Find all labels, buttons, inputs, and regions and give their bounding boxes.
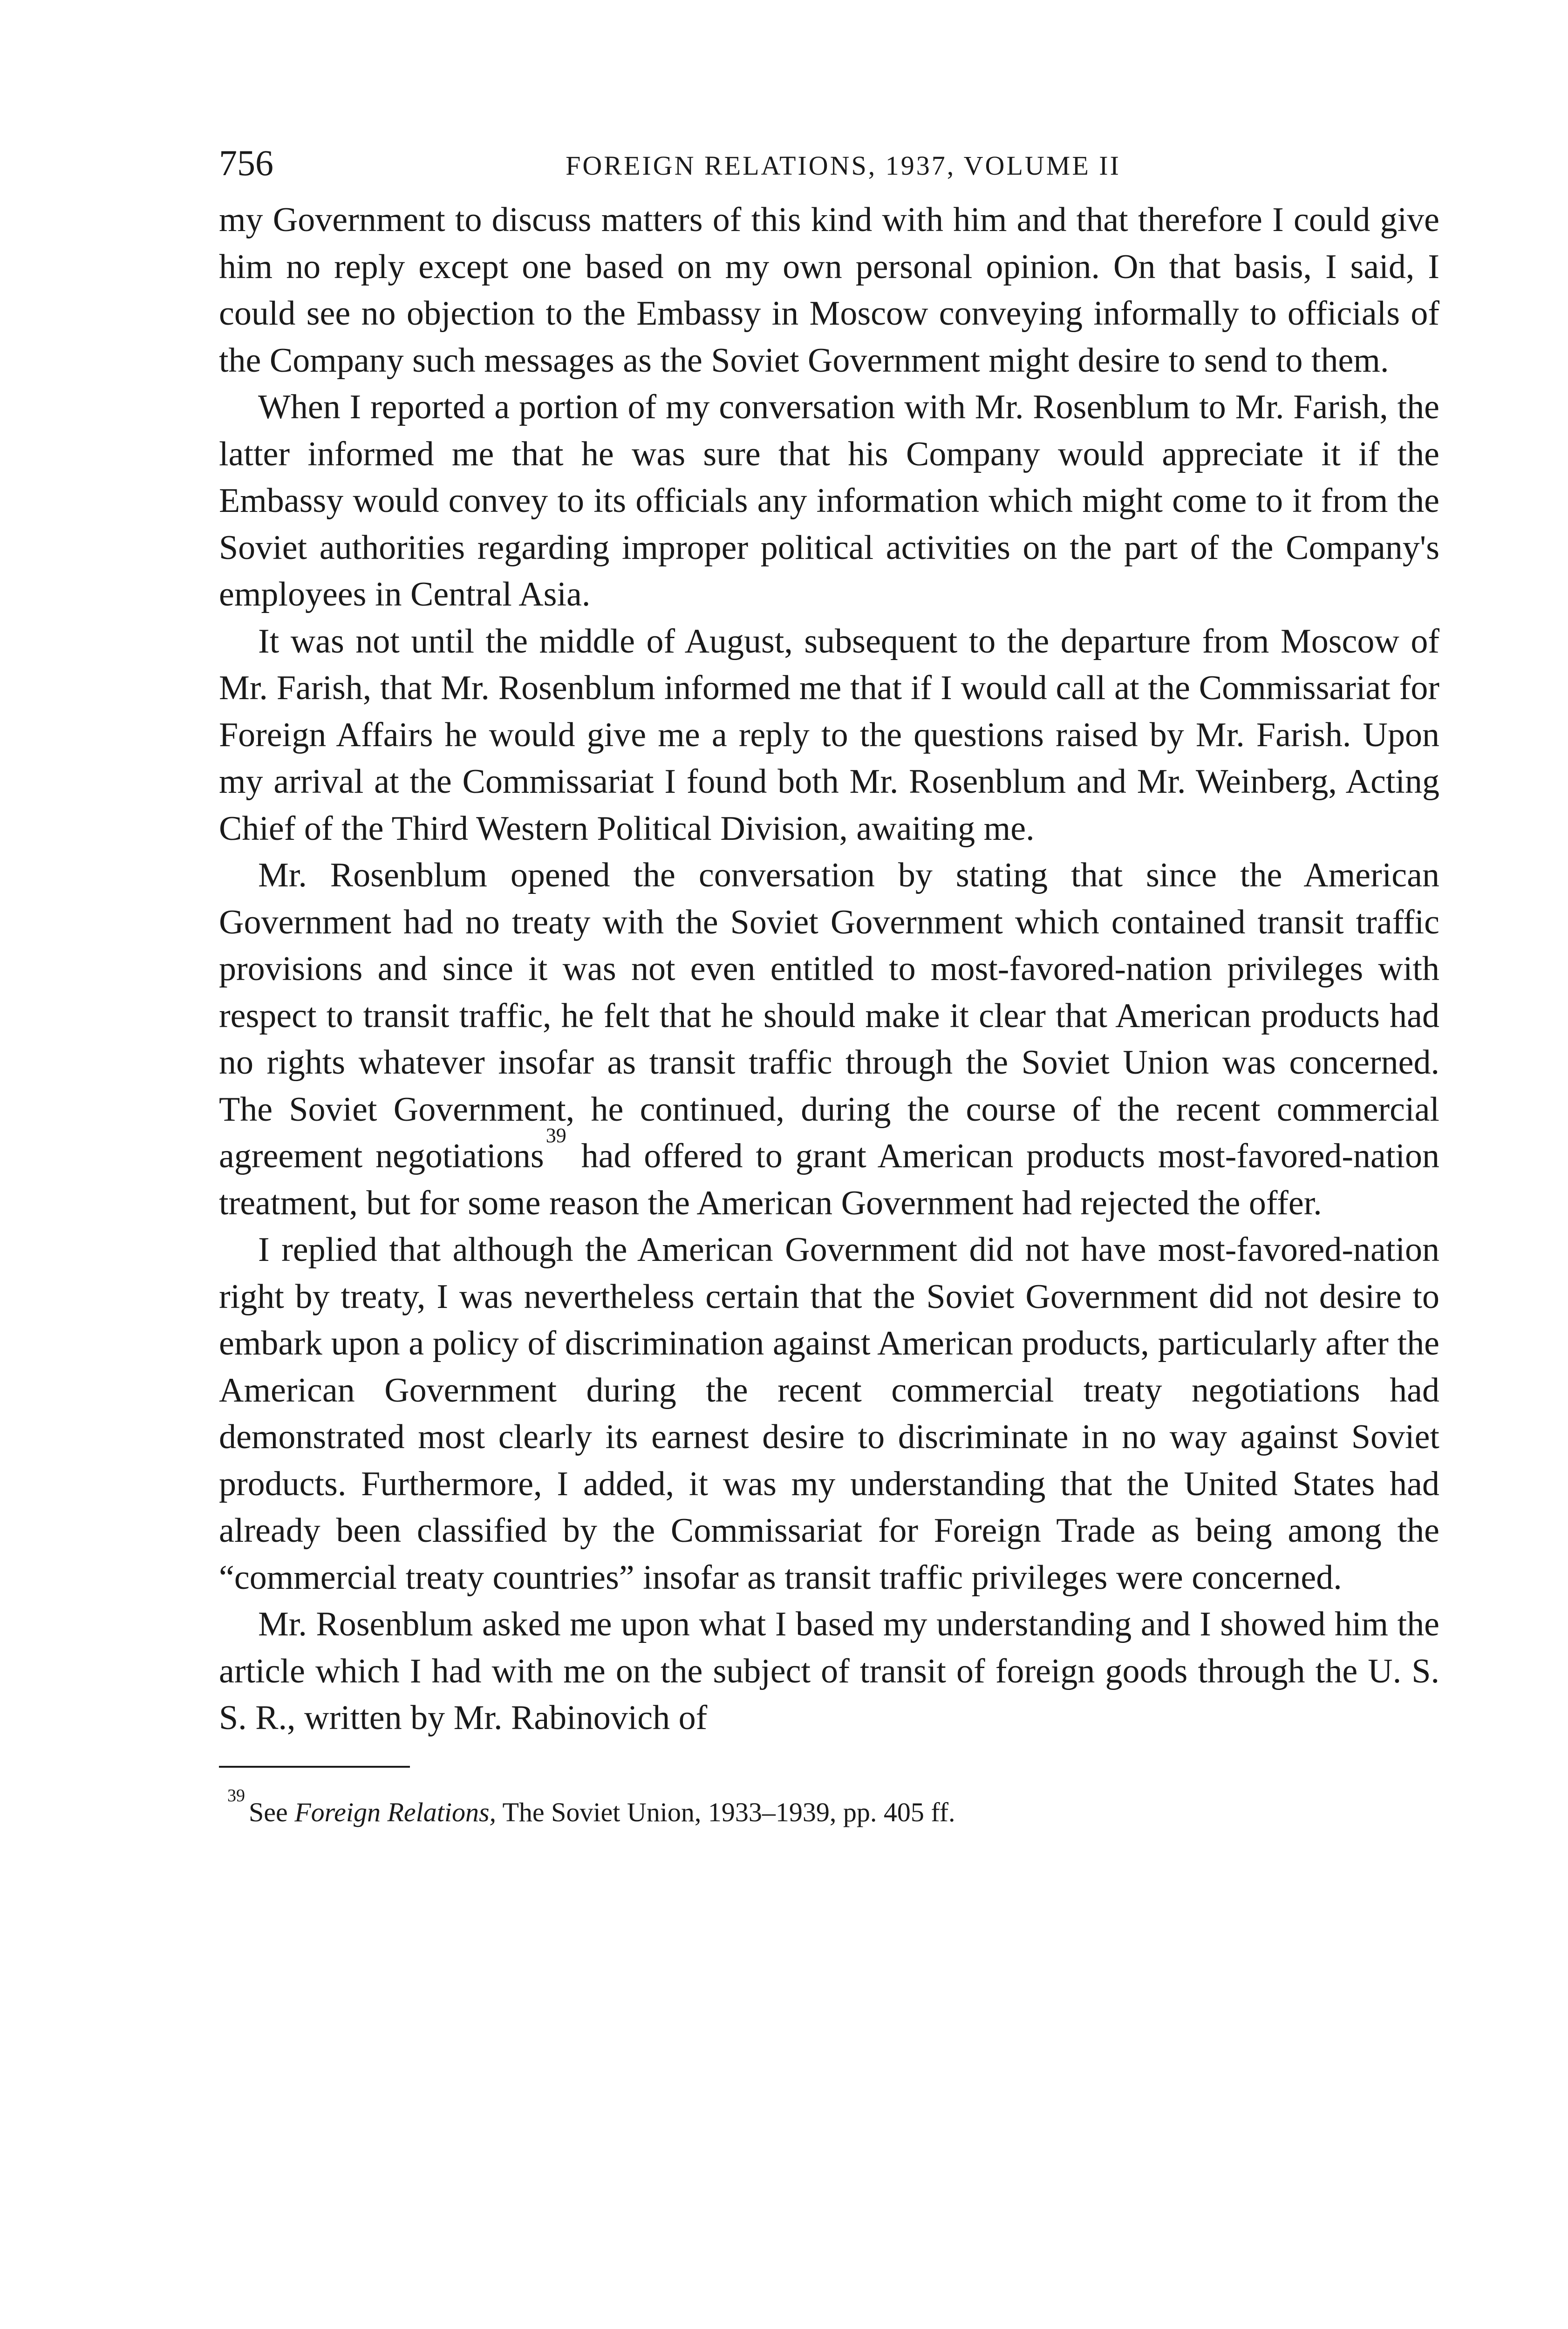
footnote-italic-title: Foreign Relations, bbox=[294, 1797, 497, 1827]
paragraph: It was not until the middle of August, subsequent to the departure from Moscow of Mr. Farish, that Mr. Rosenblum informed me that if I would call at the Commissariat for Foreign Affairs he would give me a reply to the questions raised by Mr. Farish. Upon my arrival at the Commissariat I found both Mr. Rosenblum and Mr. Weinberg, Acting Chief of the Third Western Political Division, awaiting me. bbox=[219, 622, 1439, 848]
footnote bbox=[219, 1786, 1439, 1831]
running-title: FOREIGN RELATIONS, 1937, VOLUME II bbox=[566, 150, 1121, 181]
body-text bbox=[219, 197, 1439, 1742]
paragraph-with-footnote-ref bbox=[219, 852, 1439, 1226]
footnote-suffix: The Soviet Union, 1933–1939, pp. 405 ff. bbox=[496, 1797, 955, 1827]
paragraph: Mr. Rosenblum asked me upon what I based my understanding and I showed him the article which I had with me on the subject of transit of foreign goods through the U. S. S. R., written by Mr. Rabinovich of bbox=[219, 1605, 1439, 1737]
paragraph: When I reported a portion of my conversation with Mr. Rosenblum to Mr. Farish, the latter informed me that he was sure that his Company would appreciate it if the Embassy would convey to its officials any information which might come to it from the Soviet authorities regarding improper political activities on the part of the Company's employees in Central Asia. bbox=[219, 388, 1439, 613]
running-head bbox=[219, 140, 1439, 196]
footnote-mark: 39 bbox=[227, 1786, 245, 1806]
footnote-divider bbox=[219, 1766, 410, 1768]
footnote-reference[interactable]: 39 bbox=[545, 1124, 566, 1147]
paragraph: I replied that although the American Government did not have most-favored-nation right by treaty, I was nevertheless certain that the Soviet Government did not desire to embark upon a policy of discrimination against American products, particularly after the American Government during the recent commercial treaty negotiations had demonstrated most clearly its earnest desire to discriminate in no way against Soviet products. Furthermore, I added, it was my understanding that the United States had already been classified by the Commissariat for Foreign Trade as being among the “commercial treaty countries” insofar as transit traffic privileges were concerned. bbox=[219, 1231, 1439, 1597]
footnote-prefix: See bbox=[249, 1797, 295, 1827]
document-page bbox=[219, 140, 1439, 1831]
paragraph-continued: my Government to discuss matters of this kind with him and that therefore I could give him no reply except one based on my own personal opinion. On that basis, I said, I could see no objection to the Embassy in Moscow conveying informally to officials of the Company such messages as the Soviet Government might desire to send to them. bbox=[219, 201, 1439, 380]
paragraph-text-before-ref: Mr. Rosenblum opened the conversation by stating that since the American Government had no treaty with the Soviet Government which contained transit traffic provisions and since it was not even entitled to most-favored-nation privileges with respect to transit traffic, he felt that he should make it clear that American products had no rights whatever insofar as transit traffic through the Soviet Union was concerned. The Soviet Government, he continued, during the course of the recent commercial agreement negotiations bbox=[219, 856, 1439, 1175]
paragraph-text-after-ref: had offered to grant American products most-favored-nation treatment, but for some reason the American Government had rejected the offer. bbox=[219, 1137, 1439, 1222]
page-number: 756 bbox=[219, 143, 273, 183]
